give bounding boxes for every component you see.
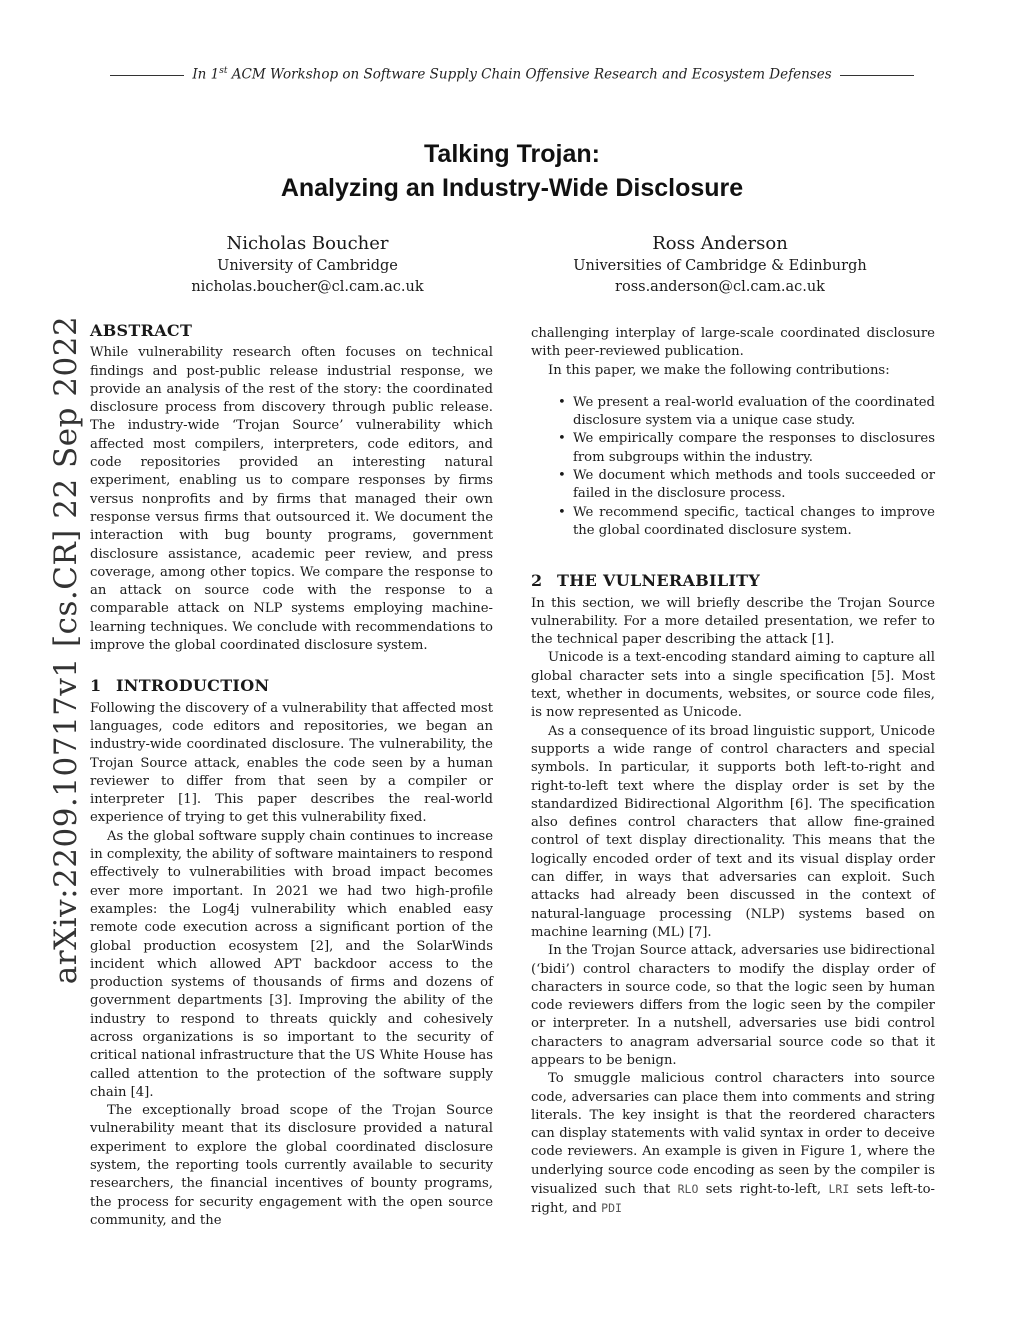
author-email: ross.anderson@cl.cam.ac.uk xyxy=(615,279,825,295)
abstract-text: While vulnerability research often focuses on technical findings and post-public release industrial response, we provide an analysis of the rest of the story: the coordinated disclosure process from discovery through public release. The industry-wide ‘Trojan Source’ vulnerability which affected most compilers, interpreters, code editors, and code repositories provided an interesting natural experiment, enabling us to compare responses by firms versus nonprofits and by firms that managed their own response versus firms that outsourced it. We document the interaction with bug bounty programs, government disclosure assistance, academic peer review, and press coverage, among other topics. We compare the response to an attack on source code with the response to a comparable attack on NLP systems employing machine-learning techniques. We conclude with recommendations to improve the global coordinated disclosure system. xyxy=(90,345,493,654)
venue-prefix: In 1 xyxy=(192,66,220,83)
author-name: Nicholas Boucher xyxy=(226,233,389,254)
intro-continuation: challenging interplay of large-scale coordinated disclosure with peer-reviewed publication. xyxy=(531,326,935,360)
bullet-text: We empirically compare the responses to disclosures from subgroups within the industry. xyxy=(573,431,935,465)
intro-paragraph-3: The exceptionally broad scope of the Trojan Source vulnerability meant that its disclosure provided a natural experiment to explore the global coordinated disclosure system, the reporting tools currently available to security researchers, the financial incentives of bounty programs, the process for security engagement with the open source community, and the xyxy=(90,1103,493,1228)
intro-paragraph-1: Following the discovery of a vulnerability that affected most languages, code editors and repositories, we began an industry-wide coordinated disclosure. The vulnerability, the Trojan Source attack, enables the code seen by a human reviewer to differ from that seen by a compiler or interpreter [1]. This paper describes the real-world experience of trying to get this vulnerability fixed. xyxy=(90,700,493,826)
venue-sup: st xyxy=(219,66,228,76)
code-pdi: PDI xyxy=(601,1201,622,1216)
venue-line xyxy=(0,66,1024,83)
author-affiliation: Universities of Cambridge & Edinburgh xyxy=(573,258,867,274)
author-name: Ross Anderson xyxy=(652,233,788,254)
list-item xyxy=(531,467,935,504)
author-block-1 xyxy=(150,232,465,298)
vuln-p5-text-b: sets right-to-left, xyxy=(698,1182,829,1198)
bullet-icon: • xyxy=(558,504,566,520)
vulnerability-heading xyxy=(531,572,935,590)
left-column xyxy=(90,322,493,1230)
bullet-icon: • xyxy=(558,431,566,447)
section-number: 2 xyxy=(531,571,543,591)
bullet-icon: • xyxy=(558,394,566,410)
contributions-list xyxy=(531,394,935,540)
venue-rule-right xyxy=(840,75,914,76)
author-affiliation: University of Cambridge xyxy=(217,258,398,274)
title-line-1: Talking Trojan: xyxy=(424,140,600,168)
intro-heading xyxy=(90,677,493,695)
title-line-2: Analyzing an Industry-Wide Disclosure xyxy=(280,174,744,202)
vuln-p5-text-c: sets left-to-right, and xyxy=(531,1182,935,1217)
list-item xyxy=(531,394,935,431)
vuln-paragraph-4: In the Trojan Source attack, adversaries use bidirectional (‘bidi’) control characters to modify the display order of characters in source code, so that the logic seen by human code reviewers differs from the logic seen by the compiler or interpreter. In a nutshell, adversaries use bidi control characters to anagram adversarial source code so that it appears to be benign. xyxy=(531,943,935,1068)
venue-rule-left xyxy=(110,75,184,76)
list-item xyxy=(531,430,935,467)
vuln-paragraph-2: Unicode is a text-encoding standard aiming to capture all global character sets into a single specification [5]. Most text, whether in documents, websites, or source code files, is now represented as Unicode. xyxy=(531,650,935,721)
bullet-icon: • xyxy=(558,468,566,484)
vuln-paragraph-1: In this section, we will briefly describe the Trojan Source vulnerability. For a more detailed presentation, we refer to the technical paper describing the attack [1]. xyxy=(531,595,935,648)
right-column xyxy=(531,325,935,1219)
abstract-heading: ABSTRACT xyxy=(90,321,193,340)
code-rlo: RLO xyxy=(677,1182,699,1197)
intro-paragraph-2: As the global software supply chain continues to increase in complexity, the ability of software maintainers to respond effectively to vulnerabilities with broad impact becomes ever more important. In 2021 we had two high-profile examples: the Log4j vulnerability which enabled easy remote code execution across a significant portion of the global production ecosystem [2], and the SolarWinds incident which allowed APT backdoor access to the production systems of thousands of firms and dozens of government departments [3]. Improving the ability of the industry to respond to threats quickly and cohesively across organizations is so important to the security of critical national infrastructure that the US White House has called attention to the protection of the software supply chain [4]. xyxy=(90,828,493,1100)
venue-rest: ACM Workshop on Software Supply Chain Offensive Research and Ecosystem Defenses xyxy=(227,66,832,83)
code-lri: LRI xyxy=(828,1182,850,1197)
arxiv-stamp: arXiv:2209.10717v1 [cs.CR] 22 Sep 2022 xyxy=(48,315,84,985)
bullet-text: We document which methods and tools succeeded or failed in the disclosure process. xyxy=(573,468,935,502)
contributions-intro: In this paper, we make the following contributions: xyxy=(548,362,890,378)
paper-title xyxy=(0,137,1024,205)
vuln-p5-text-a: To smuggle malicious control characters into source code, adversaries can place them into comments and string literals. The key insight is that the reordered characters can display statements with valid syntax in order to deceive code reviewers. An example is given in Figure 1, where the underlying source code encoding as seen by the compiler is visualized such that xyxy=(531,1071,935,1198)
section-title: THE VULNERABILITY xyxy=(557,571,761,591)
author-block-2 xyxy=(555,232,885,298)
list-item xyxy=(531,504,935,541)
author-email: nicholas.boucher@cl.cam.ac.uk xyxy=(191,279,424,295)
vuln-paragraph-5 xyxy=(531,1070,935,1218)
section-number: 1 xyxy=(90,676,102,696)
section-title: INTRODUCTION xyxy=(116,676,270,696)
bullet-text: We present a real-world evaluation of the coordinated disclosure system via a unique case study. xyxy=(573,394,935,429)
vuln-paragraph-3: As a consequence of its broad linguistic support, Unicode supports a wide range of control characters and special symbols. In particular, it supports both left-to-right and right-to-left text where the display order is set by the standardized Bidirectional Algorithm [6]. The specification also defines control characters that allow fine-grained control of text display directionality. This means that the logically encoded order of text and its visual display order can differ, in ways that adversaries can exploit. Such attacks had already been discussed in the context of natural-language processing (NLP) systems based on machine learning (ML) [7]. xyxy=(531,723,935,940)
bullet-text: We recommend specific, tactical changes to improve the global coordinated disclosure system. xyxy=(573,504,935,538)
